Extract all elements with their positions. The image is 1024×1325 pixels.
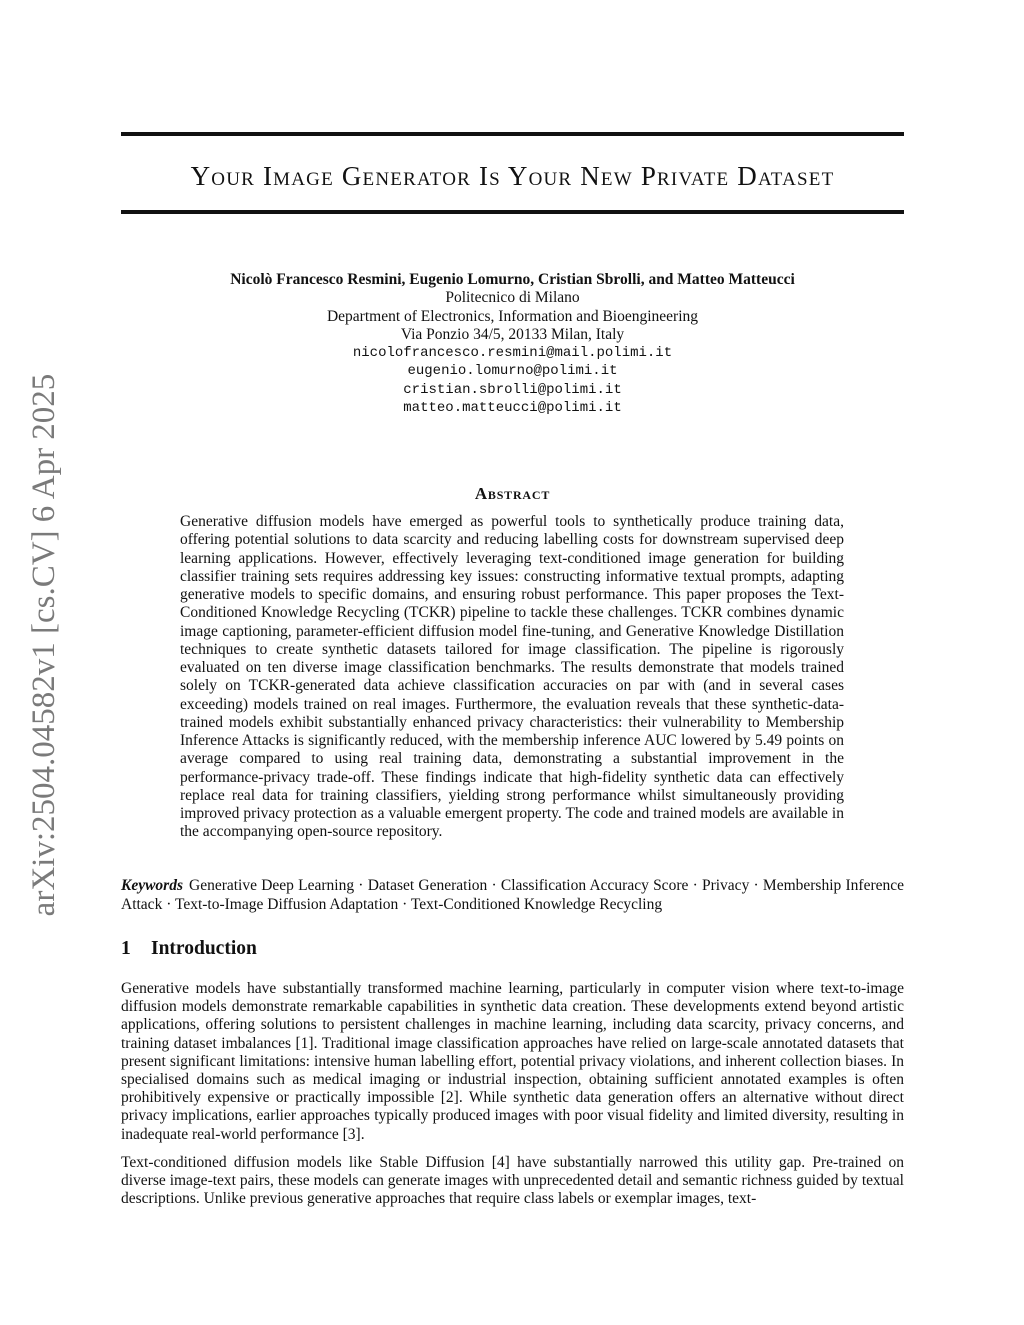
introduction-paragraph: Text-conditioned diffusion models like Stable Diffusion [4] have substantially narrowed this utility gap. Pre-trained on diverse image-text pairs, these models can generate images with unprecedented detail and semantic richness guided by textual descriptions. Unlike previous generative approaches that require class labels or exemplar images, text-	[121, 1154, 904, 1208]
arxiv-identifier-stamp: arXiv:2504.04582v1 [cs.CV] 6 Apr 2025	[26, 373, 62, 917]
introduction-paragraph: Generative models have substantially transformed machine learning, particularly in computer vision where text-to-image diffusion models demonstrate remarkable capabilities in synthetic data creation. These developments extend beyond artistic applications, offering solutions to persistent challenges in machine learning, including data scarcity, privacy concerns, and training dataset imbalances [1]. Traditional image classification approaches have relied on large-scale annotated datasets that present significant limitations: intensive human labelling effort, potential privacy violations, and inherent collection biases. In specialised domains such as medical imaging or industrial inspection, obtaining sufficient annotated examples is often prohibitively expensive or practically impossible [2]. While synthetic data generation offers an alternative without direct privacy implications, earlier approaches typically produced images with poor visual fidelity and limited diversity, resulting in inadequate real-world performance [3].	[121, 980, 904, 1143]
section-number: 1	[121, 938, 131, 959]
abstract-text: Generative diffusion models have emerged as powerful tools to synthetically produce training data, offering potential solutions to data scarcity and reducing labelling costs for downstream supervised deep learning applications. However, effectively leveraging text-conditioned image generation for building classifier training sets requires addressing key issues: constructing informative textual prompts, adapting generative models to specific domains, and ensuring robust performance. This paper proposes the Text-Conditioned Knowledge Recycling (TCKR) pipeline to tackle these challenges. TCKR combines dynamic image captioning, parameter-efficient diffusion model fine-tuning, and Generative Knowledge Distillation techniques to create synthetic datasets tailored for image classification. The pipeline is rigorously evaluated on ten diverse image classification benchmarks. The results demonstrate that models trained solely on TCKR-generated data achieve classification accuracies on par with (and in several cases exceeding) models trained on real images. Furthermore, the evaluation reveals that these synthetic-data-trained models exhibit substantially enhanced privacy characteristics: their vulnerability to Membership Inference Attacks is significantly reduced, with the membership inference AUC lowered by 5.49 points on average compared to using real training data, demonstrating a substantial improvement in the performance-privacy trade-off. These findings indicate that high-fidelity synthetic data can effectively replace real data for training classifiers, yielding strong performance whilst simultaneously providing improved privacy protection as a valuable emergent property. The code and trained models are available in the accompanying open-source repository.	[180, 513, 844, 841]
abstract-heading: Abstract	[474, 484, 551, 503]
author-names: Nicolò Francesco Resmini, Eugenio Lomurno, Cristian Sbrolli, and Matteo Matteucci	[230, 271, 795, 288]
arxiv-identifier-stamp-container	[22, 335, 66, 955]
author-email[interactable]: matteo.matteucci@polimi.it	[403, 400, 622, 417]
paper-title: Your Image Generator Is Your New Private Dataset	[190, 161, 835, 191]
author-block	[121, 271, 904, 417]
title-top-rule	[121, 132, 904, 136]
author-email[interactable]: cristian.sbrolli@polimi.it	[403, 381, 622, 398]
keywords-block	[121, 877, 904, 914]
section-title: Introduction	[151, 938, 257, 959]
section-heading-introduction	[121, 938, 904, 960]
title-bottom-rule	[121, 210, 904, 214]
author-email[interactable]: nicolofrancesco.resmini@mail.polimi.it	[352, 345, 673, 362]
author-email[interactable]: eugenio.lomurno@polimi.it	[407, 363, 618, 380]
author-institution: Politecnico di Milano	[445, 289, 580, 307]
keywords-label: Keywords	[121, 877, 183, 894]
author-department: Department of Electronics, Information and Bioengineering	[326, 307, 699, 325]
keywords-text: Generative Deep Learning · Dataset Generation · Classification Accuracy Score · Privacy · Membership Inference Attack · Text-to-Image Diffusion Adaptation · Text-Conditioned Knowledge Recycling	[121, 877, 904, 913]
author-address: Via Ponzio 34/5, 20133 Milan, Italy	[400, 325, 625, 343]
